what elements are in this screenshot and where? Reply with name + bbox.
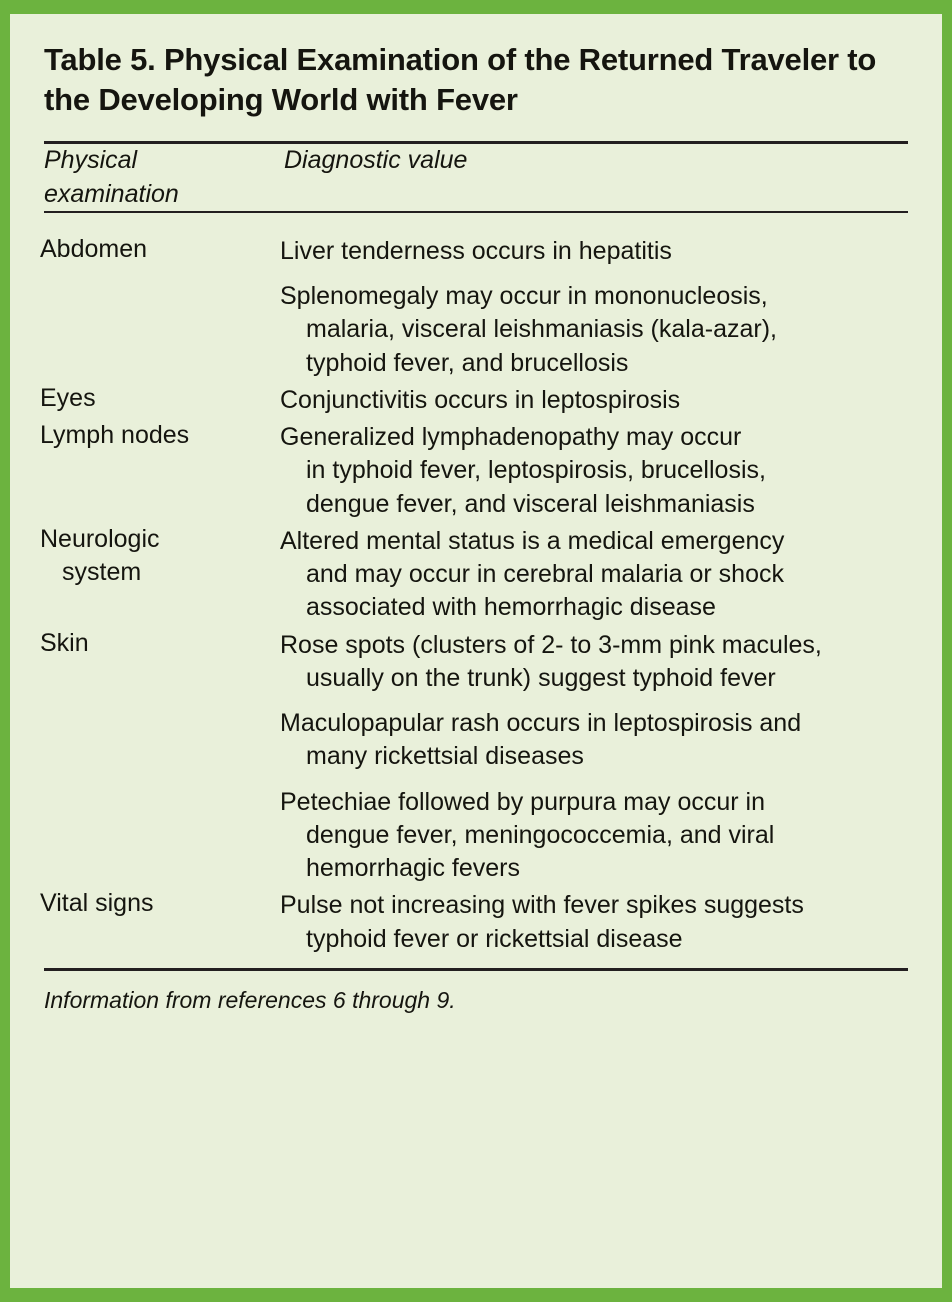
row-category-abdomen: [40, 233, 280, 382]
row-values-lymph-nodes: [280, 419, 912, 523]
value-line-1: Splenomegaly may occur in mononucleosis,: [280, 282, 768, 311]
value-line-1: Liver tenderness occurs in hepatitis: [280, 236, 672, 265]
value-line-2: dengue fever, meningococcemia, and viral: [306, 820, 775, 849]
value-item: [280, 784, 912, 888]
value-item: [280, 705, 912, 784]
category-line-1: Vital signs: [40, 889, 154, 918]
row-values-vital-signs: [280, 887, 912, 958]
value-item: [280, 419, 912, 523]
category-line-1: Neurologic: [40, 524, 160, 553]
value-line-1: Maculopapular rash occurs in leptospirosis and: [280, 709, 802, 738]
row-values-eyes: [280, 382, 912, 419]
table-row: [40, 627, 912, 888]
header-diagnostic-value: Diagnostic value: [284, 146, 468, 175]
value-line-3: hemorrhagic fevers: [306, 854, 520, 883]
examination-table-body: [40, 213, 912, 958]
value-line-3: dengue fever, and visceral leishmaniasis: [306, 489, 755, 518]
table-inner: [10, 14, 942, 1288]
value-line-2: in typhoid fever, leptospirosis, brucellosis,: [306, 456, 766, 485]
row-values-neurologic-system: [280, 523, 912, 627]
examination-table: [40, 144, 912, 211]
header-line-2: examination: [44, 179, 179, 208]
table-row: [40, 887, 912, 958]
category-line-1: Eyes: [40, 383, 96, 412]
row-category-neurologic-system: [40, 523, 280, 627]
value-line-1: Altered mental status is a medical emergency: [280, 526, 785, 555]
category-line-2: system: [62, 558, 142, 587]
row-category-eyes: [40, 382, 280, 419]
table-row: [40, 419, 912, 523]
value-line-3: associated with hemorrhagic disease: [306, 593, 716, 622]
row-category-skin: [40, 627, 280, 888]
table-row: [40, 382, 912, 419]
value-line-2: and may occur in cerebral malaria or shock: [306, 560, 784, 589]
table-footnote: Information from references 6 through 9.: [44, 986, 456, 1013]
value-line-2: typhoid fever or rickettsial disease: [306, 924, 683, 953]
category-line-1: Abdomen: [40, 234, 148, 263]
value-line-1: Pulse not increasing with fever spikes suggests: [280, 891, 804, 920]
value-line-1: Petechiae followed by purpura may occur in: [280, 787, 765, 816]
table-row: [40, 233, 912, 382]
category-line-1: Lymph nodes: [40, 421, 190, 450]
value-line-1: Rose spots (clusters of 2- to 3-mm pink macules,: [280, 630, 822, 659]
table-row: [40, 523, 912, 627]
value-item: [280, 627, 912, 706]
value-item: [280, 278, 912, 382]
value-line-1: Generalized lymphadenopathy may occur: [280, 423, 742, 452]
table-body-spacer: [40, 213, 912, 233]
value-line-2: many rickettsial diseases: [306, 742, 584, 771]
value-line-2: malaria, visceral leishmaniasis (kala-azar),: [306, 315, 777, 344]
header-line-1: Physical: [44, 146, 138, 175]
row-values-skin: [280, 627, 912, 888]
value-line-1: Conjunctivitis occurs in leptospirosis: [280, 385, 681, 414]
value-line-2: usually on the trunk) suggest typhoid fever: [306, 663, 776, 692]
table-header-row: [40, 144, 912, 211]
row-category-vital-signs: [40, 887, 280, 958]
value-line-3: typhoid fever, and brucellosis: [306, 348, 629, 377]
header-physical-examination: [40, 144, 284, 211]
value-item: [280, 887, 912, 958]
table-title: Table 5. Physical Examination of the Returned Traveler to the Developing World with Fever: [44, 42, 877, 117]
category-line-1: Skin: [40, 628, 89, 657]
value-item: [280, 523, 912, 627]
value-item: [280, 233, 912, 278]
row-values-abdomen: [280, 233, 912, 382]
row-category-lymph-nodes: [40, 419, 280, 523]
value-item: [280, 382, 912, 419]
